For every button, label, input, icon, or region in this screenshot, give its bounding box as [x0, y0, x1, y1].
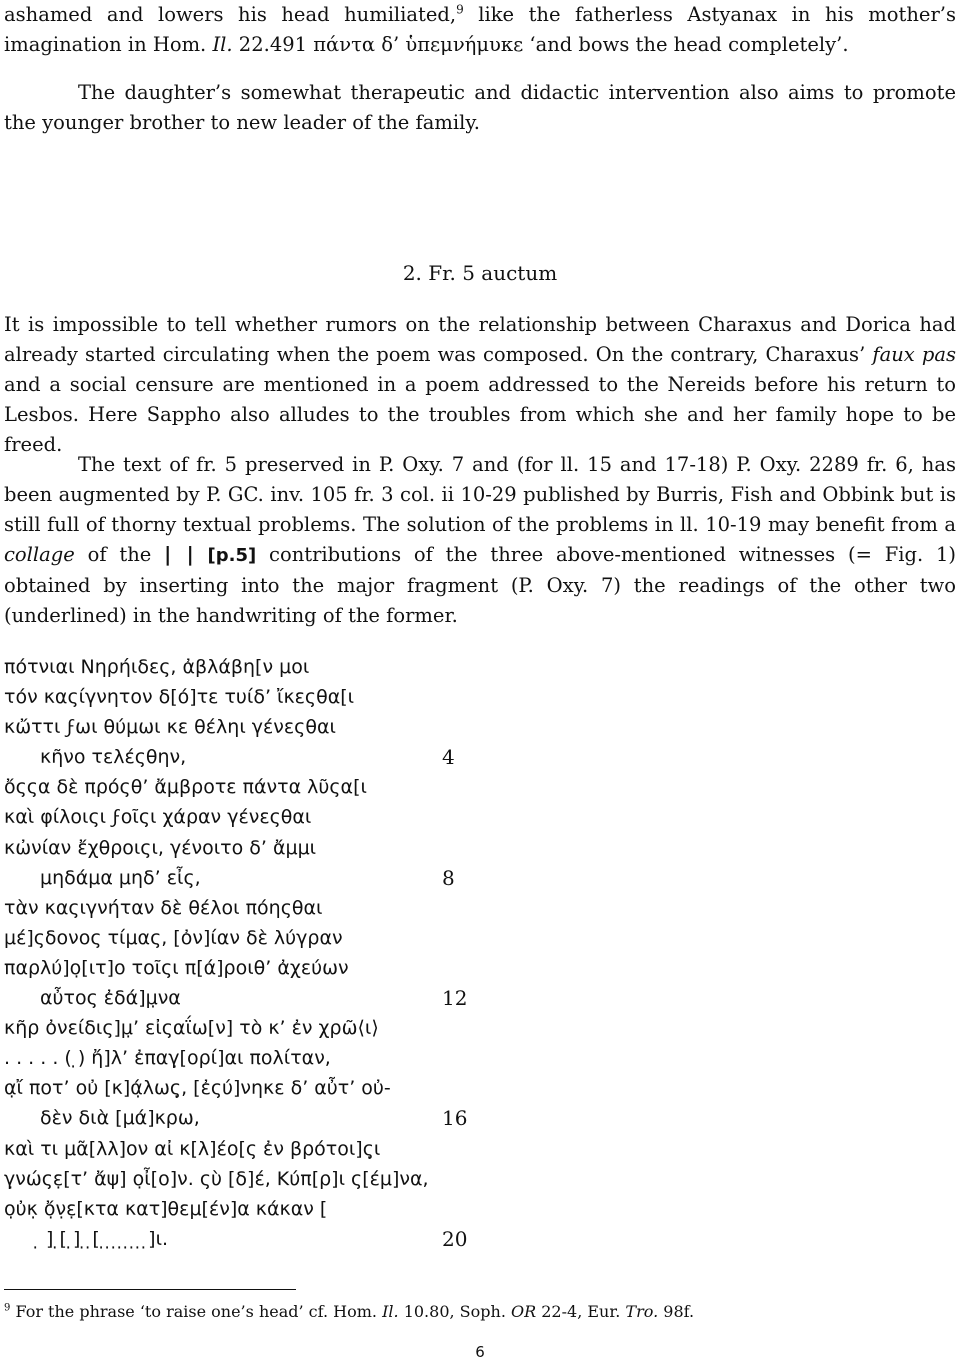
line-number: 8 — [442, 865, 455, 890]
verse-line — [4, 772, 524, 802]
text: and a social censure are mentioned in a poem addressed to the Nereids before his return to Lesbos. Here Sappho also alludes to the troubles from which she and her family hope to be freed. — [4, 373, 956, 456]
footnote-number: 9 — [4, 1302, 11, 1314]
verse-text: πότνιαι Νηρήιδες, ἀβλάβη[ν μοι — [4, 656, 310, 678]
text: of the — [74, 543, 165, 566]
text: The text of fr. 5 preserved in P. Oxy. 7 and (for ll. 15 and 17-18) P. Oxy. 2289 fr. 6, has been augmented by P. GC. inv. 105 fr. 3 col. ii 10-29 published by Burris, Fish and Obbink but is still full of thorny textual problems. The solution of the problems in ll. 10-19 may benefit from a — [4, 453, 956, 536]
verse-line — [4, 893, 524, 923]
verse-line — [4, 863, 524, 893]
verse-line — [4, 1194, 524, 1224]
verse-line — [4, 1164, 524, 1194]
italic-text: collage — [4, 543, 75, 566]
page-break-bars: | | — [164, 543, 195, 566]
verse-line — [4, 923, 524, 953]
verse-line — [4, 802, 524, 832]
text: 22.491 πάντα δ’ ὑπεμνήμυκε ‘and bows the head completely’. — [232, 33, 849, 56]
verse-text: δὲν διὰ [μά]κρω, — [40, 1107, 200, 1130]
verse-text: γ̣νώςε̣[τ’ ἄψ] ο̣ἶ[ο]ν. ςὺ [δ]έ, Κύπ[ρ]ι ς[έμ]να, — [4, 1167, 429, 1190]
text: For the phrase ‘to raise one’s head’ cf. Hom. — [10, 1302, 383, 1321]
verse-line — [4, 1103, 524, 1133]
verse-line — [4, 1073, 524, 1103]
page-number: 6 — [475, 1343, 485, 1361]
verse-line — [4, 1134, 524, 1164]
text: 22-4, Eur. — [536, 1302, 626, 1321]
verse-text: μέ]ςδονος τίμας, [ὀν]ίαν δὲ λύγραν — [4, 926, 343, 949]
verse-line — [4, 682, 524, 712]
verse-text: ὄςςα δὲ πρόςθ’ ἄμβροτε πάντα λῦςα[ι — [4, 776, 367, 799]
text: 10.80, Soph. — [398, 1302, 511, 1321]
verse-text: ο̣ὐκ̣ ὄ̣ν̣ε̣[κτα κατ]θεμ[έν]α κάκαν [ — [4, 1197, 328, 1220]
verse-text: μηδάμα μηδ’ εἶς, — [40, 866, 201, 889]
verse-line — [4, 1043, 524, 1073]
verse-line — [4, 833, 524, 863]
text: 98f. — [658, 1302, 695, 1321]
verse-text: κῆρ ὀνείδις]μ̣’ εἰςαΐω[ν] τὸ κ’ ἐν χρῶ⟨ι⟩ — [4, 1017, 379, 1040]
verse-line — [4, 712, 524, 742]
verse-text: κὠνίαν ἔχθροιςι, γένοιτο δ’ ἄμμι — [4, 836, 317, 859]
italic-text: Tro. — [625, 1302, 659, 1321]
verse-text: τόν καςίγνητον δ[ό]τε τυίδ’ ἴκεςθα[ι — [4, 686, 355, 709]
poem-fragment — [4, 652, 524, 1254]
page-marker: [p.5] — [207, 545, 257, 566]
italic-text: OR — [510, 1302, 537, 1321]
line-number: 16 — [442, 1106, 468, 1131]
text: contributions of the three above-mentioned witnesses (= Fig. 1) obtained by inserting into the major fragment (P. Oxy. 7) the readings of the other two (underlined) in the handwriting of the former. — [4, 543, 956, 627]
verse-text: κῆνο τελέςθην, — [40, 746, 187, 769]
footnote-rule — [4, 1289, 296, 1290]
paragraph-4 — [4, 450, 956, 631]
line-number: 4 — [442, 745, 455, 770]
italic-text: Il. — [382, 1302, 399, 1321]
verse-line — [4, 983, 524, 1013]
line-number: 12 — [442, 986, 468, 1011]
verse-text: α̣ἴ ποτ’ οὐ [κ]ά̣λως̣, [ἐςύ]νηκε δ’ αὖτ’ οὐ- — [4, 1077, 391, 1100]
verse-line — [4, 742, 524, 772]
paragraph-2: The daughter’s somewhat therapeutic and didactic intervention also aims to promote the younger brother to new leader of the family. — [4, 81, 956, 134]
verse-text: ̣ ] ̣[ ̣] ̣ ̣[ ̣ ̣ ̣ ̣ ̣ ̣ ̣ ̣]ι. — [40, 1227, 169, 1250]
verse-text: παρλύ]ο̣[ιτ]ο τοῖςι π[ά]ροιθ’ ἀχεύων — [4, 956, 349, 979]
verse-line — [4, 1224, 524, 1254]
footnote-ref[interactable]: 9 — [456, 2, 464, 17]
verse-text: κὤττι ϝωι θύμωι κε θέληι γένεςθαι — [4, 716, 336, 739]
paragraph-3 — [4, 310, 956, 460]
footnote — [4, 1299, 956, 1325]
paragraph-1 — [4, 0, 956, 60]
text: like the fatherless Astyanax in his mother’s imagination in Hom. — [4, 3, 956, 56]
verse-line — [4, 652, 524, 682]
verse-line — [4, 953, 524, 983]
italic-text: Il. — [212, 33, 233, 56]
section-heading: 2. Fr. 5 auctum — [402, 261, 558, 285]
text: ashamed and lowers his head humiliated, — [4, 3, 457, 26]
verse-text: τὰν καςιγνήταν δὲ θέλοι πόηςθαι — [4, 896, 323, 919]
verse-text: αὖτος ἐδά]μ̣να — [40, 987, 181, 1010]
italic-text: faux pas — [872, 343, 956, 366]
verse-text: καὶ τι μα̃[λλ]ον αἰ κ[λ]έο[ς ἐν βρότοι]ς̣ι — [4, 1137, 381, 1160]
verse-text: . . . . . ( ̣) ἤ]λ’ ἐπαγ̣[ορί]αι πολίταν, — [4, 1047, 331, 1070]
text: It is impossible to tell whether rumors on the relationship between Charaxus and Dorica had already started circulating when the poem was composed. On the contrary, Charaxus’ — [4, 313, 956, 366]
verse-text: καὶ φίλοιςι ϝοῖςι χάραν γένεςθαι — [4, 806, 312, 829]
verse-line — [4, 1013, 524, 1043]
line-number: 20 — [442, 1226, 468, 1251]
